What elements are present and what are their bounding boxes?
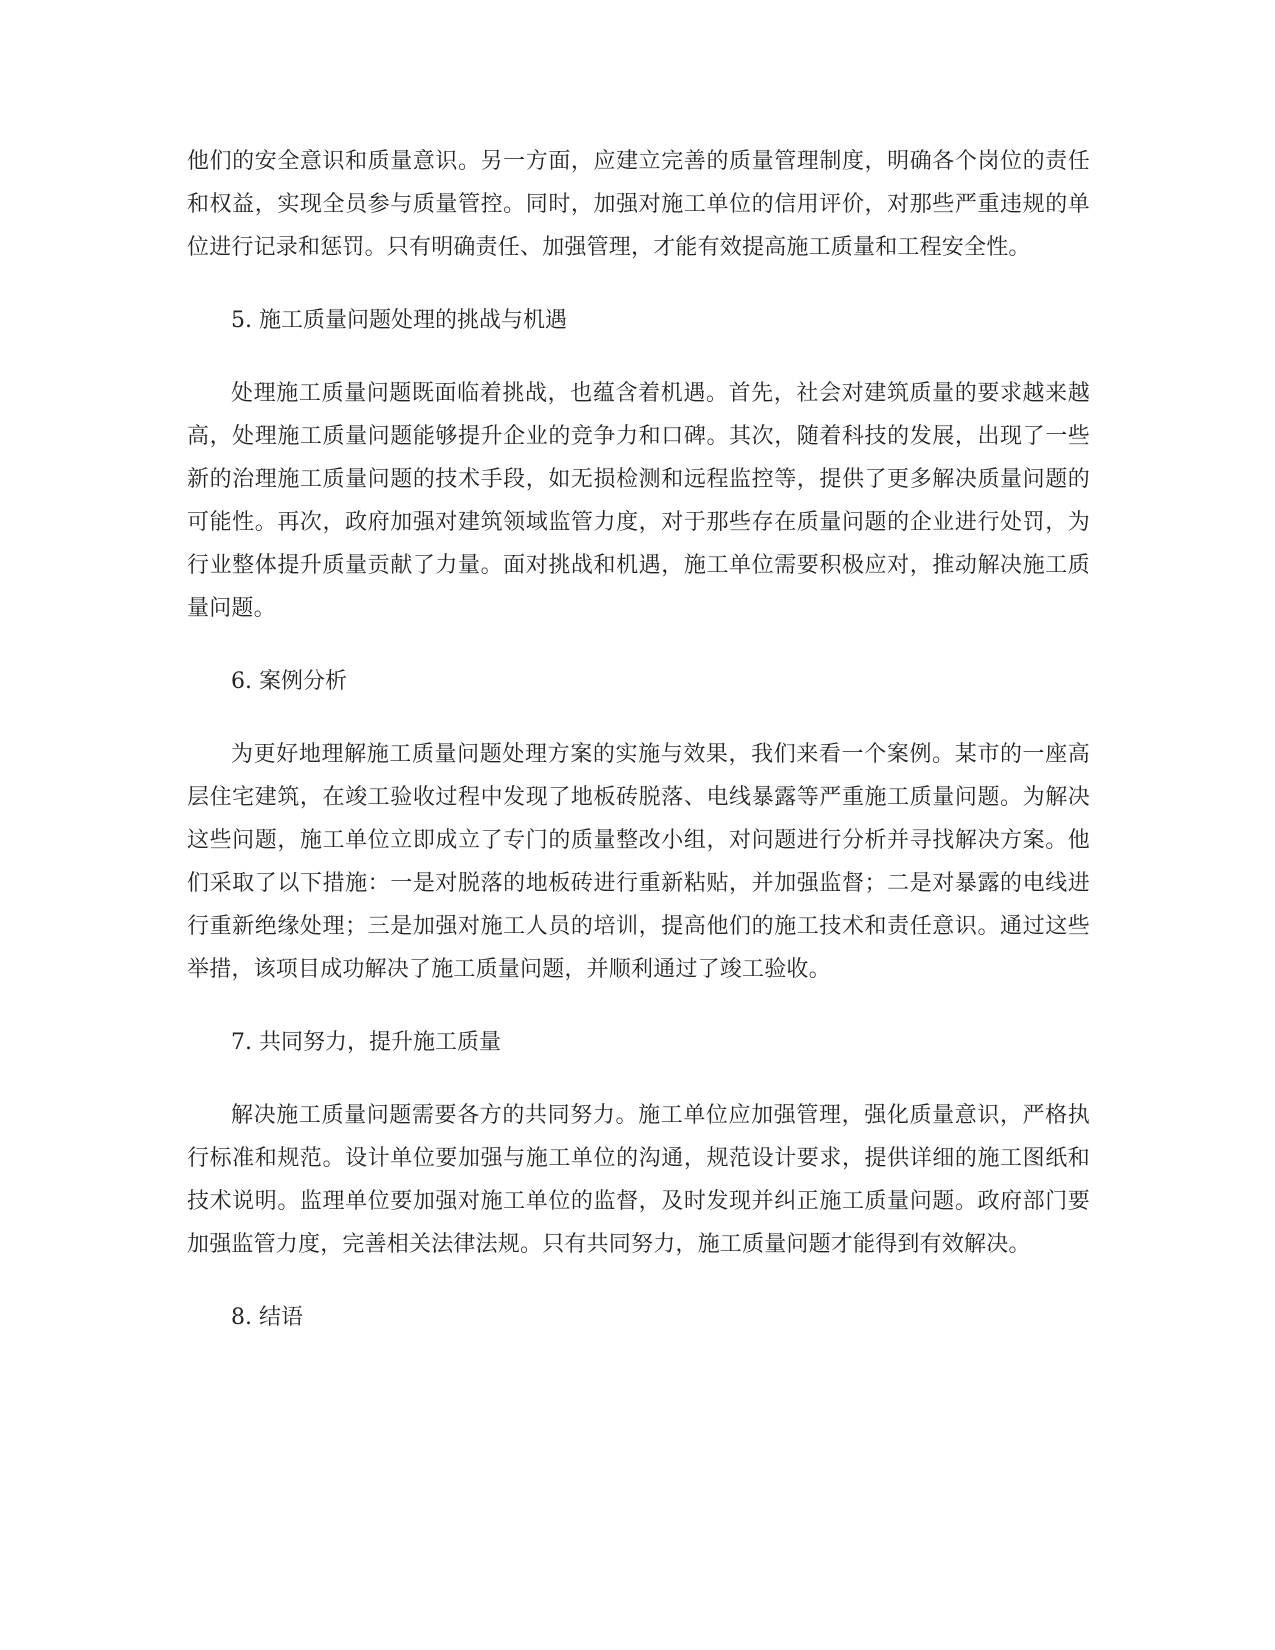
paragraph-challenges-opportunities: 处理施工质量问题既面临着挑战，也蕴含着机遇。首先，社会对建筑质量的要求越来越高，处理施工质量问题能够提升企业的竞争力和口碑。其次，随着科技的发展，出现了一些新的治理施工质量问题的技术手段，如无损检测和远程监控等，提供了更多解决质量问题的可能性。再次，政府加强对建筑领域监管力度，对于那些存在质量问题的企业进行处罚，为行业整体提升质量贡献了力量。面对挑战和机遇，施工单位需要积极应对，推动解决施工质量问题。	[187, 381, 1090, 621]
section-heading-7: 7. 共同努力，提升施工质量	[231, 1030, 501, 1055]
section-heading-6: 6. 案例分析	[231, 669, 347, 694]
paragraph-case-analysis: 为更好地理解施工质量问题处理方案的实施与效果，我们来看一个案例。某市的一座高层住宅建筑，在竣工验收过程中发现了地板砖脱落、电线暴露等严重施工质量问题。为解决这些问题，施工单位立即成立了专门的质量整改小组，对问题进行分析并寻找解决方案。他们采取了以下措施：一是对脱落的地板砖进行重新粘贴，并加强监督；二是对暴露的电线进行重新绝缘处理；三是加强对施工人员的培训，提高他们的施工技术和责任意识。通过这些举措，该项目成功解决了施工质量问题，并顺利通过了竣工验收。	[187, 742, 1090, 982]
section-heading-5: 5. 施工质量问题处理的挑战与机遇	[231, 308, 567, 333]
paragraph-joint-effort: 解决施工质量问题需要各方的共同努力。施工单位应加强管理，强化质量意识，严格执行标准和规范。设计单位要加强与施工单位的沟通，规范设计要求，提供详细的施工图纸和技术说明。监理单位要加强对施工单位的监督，及时发现并纠正施工质量问题。政府部门要加强监管力度，完善相关法律法规。只有共同努力，施工质量问题才能得到有效解决。	[187, 1103, 1090, 1257]
paragraph-quality-management: 他们的安全意识和质量意识。另一方面，应建立完善的质量管理制度，明确各个岗位的责任和权益，实现全员参与质量管控。同时，加强对施工单位的信用评价，对那些严重违规的单位进行记录和惩罚。只有明确责任、加强管理，才能有效提高施工质量和工程安全性。	[187, 149, 1090, 260]
document-body	[187, 140, 1090, 1369]
section-heading-8: 8. 结语	[231, 1305, 303, 1330]
